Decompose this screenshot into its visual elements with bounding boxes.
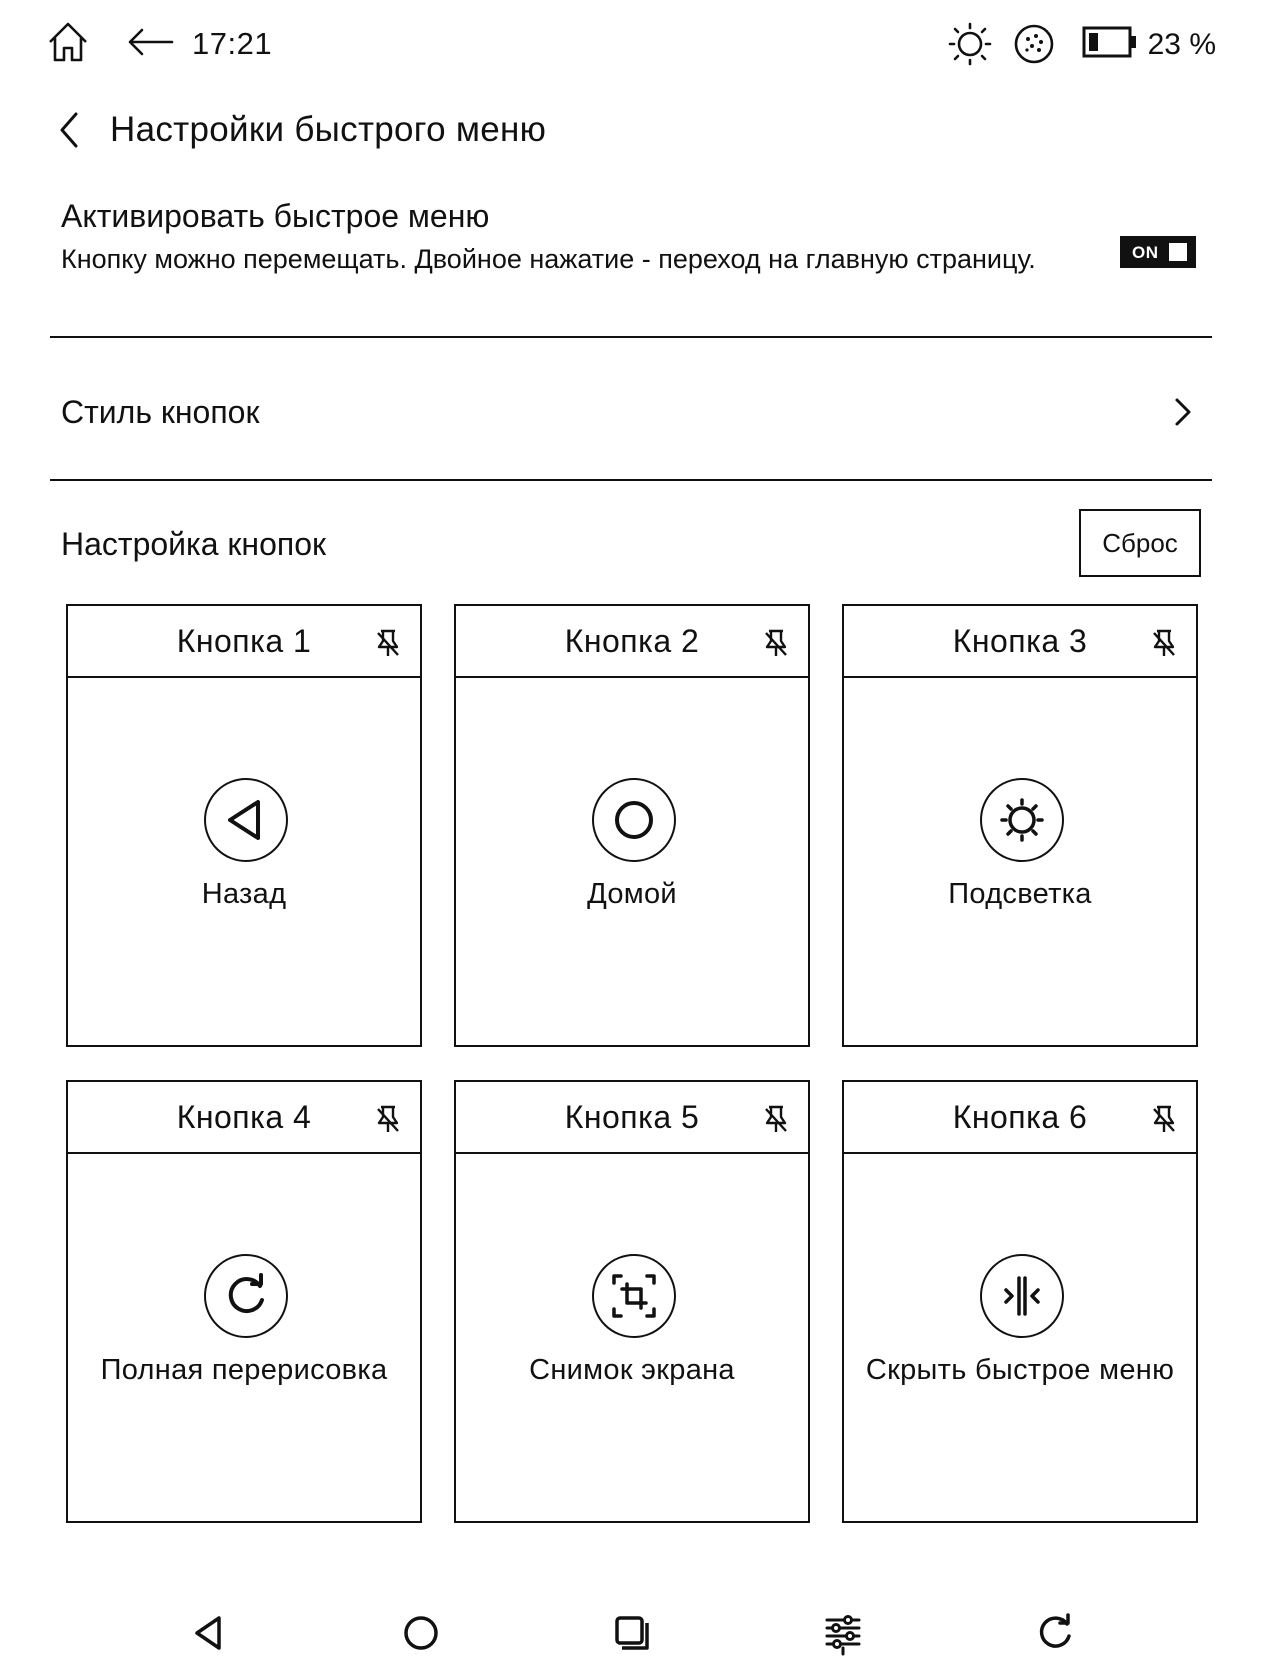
card-header [844,606,1196,678]
page-header [0,100,1264,160]
quick-button-card[interactable] [454,604,810,1047]
card-header [68,1082,420,1154]
status-bar [0,0,1264,90]
page-title: Настройки быстрого меню [110,110,547,149]
refresh-mode-icon[interactable] [1012,22,1056,66]
activate-description: Кнопку можно перемещать. Двойное нажатие - переход на главную страницу. [61,244,1036,274]
card-header [844,1082,1196,1154]
card-title: Кнопка 6 [952,1099,1088,1135]
toggle-knob [1169,243,1187,261]
home-circle-icon [594,780,674,860]
pin-icon[interactable] [374,1104,402,1134]
card-header [456,1082,808,1154]
activate-quick-menu-setting[interactable] [0,190,1264,340]
battery-percent: 23 % [1147,28,1216,61]
nav-refresh-icon[interactable] [1029,1608,1079,1658]
buttons-setup-title: Настройка кнопок [61,526,327,562]
card-title: Кнопка 2 [564,623,700,659]
activate-title: Активировать быстрое меню [61,198,490,234]
pin-icon[interactable] [1150,1104,1178,1134]
action-icon-circle [980,1254,1064,1338]
divider [50,336,1212,338]
nav-home-icon[interactable] [396,1608,446,1658]
quick-button-card[interactable] [66,1080,422,1523]
action-icon-circle [204,778,288,862]
toggle-on-label: ON [1132,243,1159,262]
card-title: Кнопка 1 [176,623,312,659]
status-time: 17:21 [192,26,273,61]
pin-icon[interactable] [374,628,402,658]
action-icon-circle [980,778,1064,862]
pin-icon[interactable] [762,628,790,658]
card-title: Кнопка 5 [564,1099,700,1135]
back-chevron-icon[interactable] [54,110,86,150]
pin-icon[interactable] [1150,628,1178,658]
nav-back-icon[interactable] [185,1608,235,1658]
button-style-row[interactable] [0,380,1264,440]
reset-button[interactable]: Сброс [1079,509,1201,577]
card-header [456,606,808,678]
quick-button-card[interactable] [66,604,422,1047]
bottom-nav-bar [0,1600,1264,1670]
activate-toggle[interactable] [1120,236,1196,268]
quick-button-card[interactable] [454,1080,810,1523]
action-label: Назад [201,878,287,910]
nav-settings-icon[interactable] [818,1608,868,1658]
action-icon-circle [592,778,676,862]
chevron-right-icon [1172,396,1194,428]
card-title: Кнопка 3 [952,623,1088,659]
brightness-icon[interactable] [948,22,992,66]
quick-button-card[interactable] [842,604,1198,1047]
action-icon-circle [592,1254,676,1338]
battery-icon [1082,26,1138,58]
action-label: Снимок экрана [529,1354,735,1386]
divider [50,479,1212,481]
card-title: Кнопка 4 [176,1099,312,1135]
home-icon[interactable] [46,20,90,64]
quick-button-card[interactable] [842,1080,1198,1523]
back-triangle-icon [206,780,286,860]
pin-icon[interactable] [762,1104,790,1134]
arrow-left-icon[interactable] [126,26,174,58]
card-header [68,606,420,678]
refresh-icon [206,1256,286,1336]
button-style-label: Стиль кнопок [61,394,260,430]
action-icon-circle [204,1254,288,1338]
action-label: Полная перерисовка [100,1354,388,1386]
sun-icon [982,780,1062,860]
collapse-icon [982,1256,1062,1336]
action-label: Подсветка [948,878,1092,910]
action-label: Скрыть быстрое меню [865,1354,1175,1386]
action-label: Домой [587,878,677,910]
screenshot-icon [594,1256,674,1336]
nav-recents-icon[interactable] [607,1608,657,1658]
